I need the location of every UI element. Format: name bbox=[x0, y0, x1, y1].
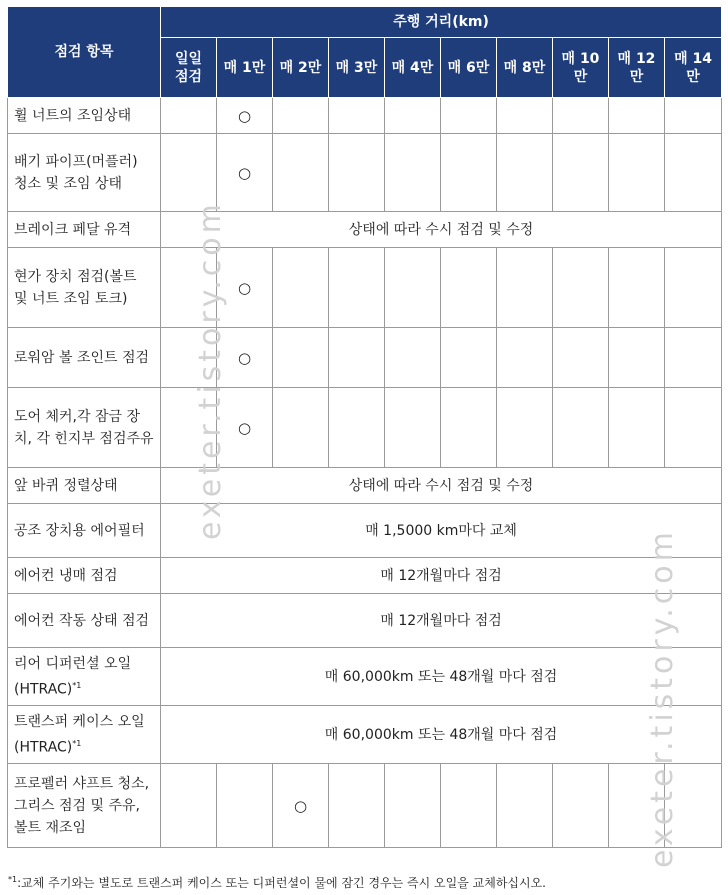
empty-cell bbox=[665, 98, 722, 134]
check-mark: ○ bbox=[217, 248, 273, 328]
inspection-item bbox=[8, 504, 161, 558]
empty-cell bbox=[329, 328, 385, 388]
empty-cell bbox=[161, 98, 217, 134]
interval-header: 매 2만 bbox=[273, 38, 329, 98]
empty-cell bbox=[665, 134, 722, 212]
empty-cell bbox=[385, 98, 441, 134]
table-row bbox=[8, 98, 722, 134]
table-row bbox=[8, 134, 722, 212]
check-mark: ○ bbox=[273, 764, 329, 848]
footnote-ref: *1 bbox=[72, 680, 82, 690]
empty-cell bbox=[329, 98, 385, 134]
interval-header: 매 4만 bbox=[385, 38, 441, 98]
footnote bbox=[8, 874, 546, 891]
interval-header: 매 10 만 bbox=[553, 38, 609, 98]
check-mark: ○ bbox=[217, 98, 273, 134]
empty-cell bbox=[609, 764, 665, 848]
empty-cell bbox=[273, 248, 329, 328]
empty-cell bbox=[665, 328, 722, 388]
maintenance-schedule bbox=[7, 6, 721, 848]
table-row bbox=[8, 504, 722, 558]
empty-cell bbox=[329, 388, 385, 468]
empty-cell bbox=[441, 388, 497, 468]
inspection-item bbox=[8, 134, 161, 212]
table-row bbox=[8, 212, 722, 248]
table-row bbox=[8, 388, 722, 468]
empty-cell bbox=[553, 98, 609, 134]
item-column-header: 점검 항목 bbox=[8, 7, 161, 98]
empty-cell bbox=[329, 248, 385, 328]
interval-note: 매 1,5000 km마다 교체 bbox=[161, 504, 722, 558]
table-row bbox=[8, 328, 722, 388]
interval-header: 매 12 만 bbox=[609, 38, 665, 98]
empty-cell bbox=[273, 98, 329, 134]
footnote-marker: *1 bbox=[8, 875, 18, 884]
empty-cell bbox=[161, 764, 217, 848]
interval-header: 일일 점검 bbox=[161, 38, 217, 98]
empty-cell bbox=[497, 134, 553, 212]
empty-cell bbox=[385, 388, 441, 468]
empty-cell bbox=[665, 388, 722, 468]
empty-cell bbox=[161, 134, 217, 212]
table-row bbox=[8, 648, 722, 706]
empty-cell bbox=[609, 134, 665, 212]
distance-group-header: 주행 거리(km) bbox=[161, 7, 722, 38]
check-mark: ○ bbox=[217, 328, 273, 388]
empty-cell bbox=[441, 764, 497, 848]
empty-cell bbox=[553, 328, 609, 388]
empty-cell bbox=[497, 328, 553, 388]
inspection-item-label: 앞 바퀴 정렬상태 bbox=[14, 477, 118, 494]
interval-note: 매 12개월마다 점검 bbox=[161, 558, 722, 594]
inspection-table bbox=[7, 6, 722, 848]
table-row bbox=[8, 706, 722, 764]
empty-cell bbox=[329, 764, 385, 848]
empty-cell bbox=[497, 388, 553, 468]
inspection-item bbox=[8, 594, 161, 648]
inspection-item-label: 휠 너트의 조임상태 bbox=[14, 107, 132, 124]
interval-header: 매 1만 bbox=[217, 38, 273, 98]
inspection-item-label: 리어 디퍼런셜 오일(HTRAC) bbox=[14, 655, 132, 698]
empty-cell bbox=[553, 134, 609, 212]
inspection-item bbox=[8, 98, 161, 134]
empty-cell bbox=[273, 328, 329, 388]
empty-cell bbox=[665, 248, 722, 328]
empty-cell bbox=[609, 248, 665, 328]
empty-cell bbox=[497, 248, 553, 328]
inspection-item bbox=[8, 764, 161, 848]
empty-cell bbox=[665, 764, 722, 848]
interval-note: 상태에 따라 수시 점검 및 수정 bbox=[161, 468, 722, 504]
inspection-item-label: 프로펠러 샤프트 청소, 그리스 점검 및 주유, 볼트 재조임 bbox=[14, 775, 150, 836]
inspection-item bbox=[8, 248, 161, 328]
empty-cell bbox=[441, 328, 497, 388]
footnote-text: :교체 주기와는 별도로 트랜스퍼 케이스 또는 디퍼런셜이 물에 잠긴 경우는 즉시 오일을 교체하십시오. bbox=[17, 876, 547, 890]
inspection-item bbox=[8, 648, 161, 706]
table-row bbox=[8, 594, 722, 648]
inspection-item-label: 트랜스퍼 케이스 오일(HTRAC) bbox=[14, 713, 145, 756]
empty-cell bbox=[441, 248, 497, 328]
inspection-item bbox=[8, 468, 161, 504]
empty-cell bbox=[385, 134, 441, 212]
interval-header: 매 3만 bbox=[329, 38, 385, 98]
empty-cell bbox=[609, 328, 665, 388]
empty-cell bbox=[273, 134, 329, 212]
empty-cell bbox=[161, 388, 217, 468]
empty-cell bbox=[609, 388, 665, 468]
watermark: exeter.tistory.com bbox=[193, 200, 228, 540]
inspection-item bbox=[8, 212, 161, 248]
empty-cell bbox=[385, 328, 441, 388]
empty-cell bbox=[441, 98, 497, 134]
inspection-item-label: 현가 장치 점검(볼트 및 너트 조임 토크) bbox=[14, 268, 137, 307]
watermark: exeter.tistory.com bbox=[645, 528, 680, 868]
empty-cell bbox=[385, 764, 441, 848]
empty-cell bbox=[553, 248, 609, 328]
interval-header: 매 14 만 bbox=[665, 38, 722, 98]
table-row bbox=[8, 764, 722, 848]
empty-cell bbox=[385, 248, 441, 328]
inspection-item-label: 공조 장치용 에어필터 bbox=[14, 522, 145, 539]
empty-cell bbox=[161, 328, 217, 388]
empty-cell bbox=[161, 248, 217, 328]
inspection-item-label: 에어컨 작동 상태 점검 bbox=[14, 612, 150, 629]
empty-cell bbox=[553, 388, 609, 468]
inspection-item bbox=[8, 328, 161, 388]
inspection-item bbox=[8, 388, 161, 468]
empty-cell bbox=[497, 98, 553, 134]
inspection-item-label: 도어 체커,각 잠금 장치, 각 힌지부 점검주유 bbox=[14, 408, 154, 447]
inspection-item-label: 로워암 볼 조인트 점검 bbox=[14, 349, 150, 366]
footnote-ref: *1 bbox=[72, 738, 82, 748]
check-mark: ○ bbox=[217, 388, 273, 468]
check-mark: ○ bbox=[217, 134, 273, 212]
interval-header: 매 8만 bbox=[497, 38, 553, 98]
inspection-item bbox=[8, 558, 161, 594]
empty-cell bbox=[609, 98, 665, 134]
empty-cell bbox=[497, 764, 553, 848]
table-row bbox=[8, 558, 722, 594]
empty-cell bbox=[441, 134, 497, 212]
inspection-item-label: 배기 파이프(머플러) 청소 및 조임 상태 bbox=[14, 153, 138, 192]
empty-cell bbox=[217, 764, 273, 848]
inspection-item-label: 브레이크 페달 유격 bbox=[14, 221, 132, 238]
interval-header: 매 6만 bbox=[441, 38, 497, 98]
empty-cell bbox=[329, 134, 385, 212]
inspection-item-label: 에어컨 냉매 점검 bbox=[14, 567, 118, 584]
interval-note: 매 60,000km 또는 48개월 마다 점검 bbox=[161, 648, 722, 706]
table-row bbox=[8, 248, 722, 328]
interval-note: 상태에 따라 수시 점검 및 수정 bbox=[161, 212, 722, 248]
interval-note: 매 12개월마다 점검 bbox=[161, 594, 722, 648]
interval-note: 매 60,000km 또는 48개월 마다 점검 bbox=[161, 706, 722, 764]
inspection-item bbox=[8, 706, 161, 764]
empty-cell bbox=[553, 764, 609, 848]
empty-cell bbox=[273, 388, 329, 468]
table-row bbox=[8, 468, 722, 504]
